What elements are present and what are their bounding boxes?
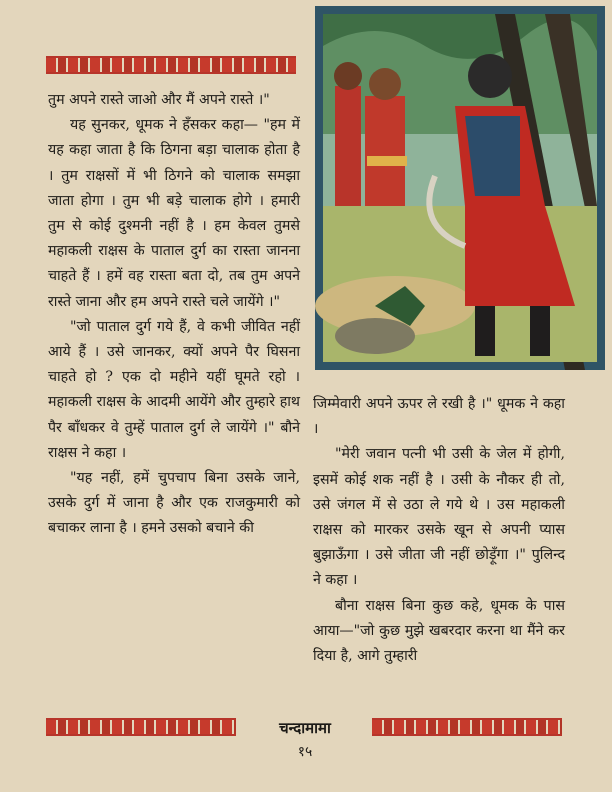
paragraph: "मेरी जवान पत्नी भी उसी के जेल में होगी, इसमें कोई शक नहीं है । उसी के नौकर ही तो, उसे जंगल में से उठा ले गये थे । उस महाकली राक्षस को मारकर उसके खून से अपनी प्यास बुझाऊँगा । उसे जीता जी नहीं छोड़ूँगा ।" पुलिन्द ने कहा । — [313, 446, 565, 589]
text-column-right — [313, 392, 565, 669]
paragraph: बौना राक्षस बिना कुछ कहे, धूमक के पास आया—"जो कुछ मुझे खबरदार करना था मैंने कर दिया है, आगे तुम्हारी — [313, 597, 565, 665]
paragraph: तुम अपने रास्ते जाओ और मैं अपने रास्ते ।" — [48, 92, 270, 108]
decorative-border-bottom-left — [46, 718, 236, 736]
decorative-border-bottom-right — [372, 718, 562, 736]
page-number: १५ — [297, 744, 313, 760]
decorative-border-top — [46, 56, 296, 74]
text-column-left — [48, 88, 300, 542]
story-illustration — [315, 6, 605, 370]
paragraph: "यह नहीं, हमें चुपचाप बिना उसके जाने, उसके दुर्ग में जाना है और एक राजकुमारी को बचाकर लाना है । हमने उसको बचाने की — [48, 470, 300, 537]
paragraph: जिम्मेवारी अपने ऊपर ले रखी है ।" धूमक ने कहा । — [313, 396, 565, 438]
magazine-title: चन्दामामा — [279, 719, 331, 737]
paragraph: यह सुनकर, धूमक ने हँसकर कहा— "हम में यह कहा जाता है कि ठिगना बड़ा चालाक होता है । तुम राक्षसों में भी ठिगने को चालाक समझा जाता होगा । तुम भी बड़े चालाक होगे । हमारी तुम से कोई दुश्मनी नहीं है । हम केवल तुमसे महाकली राक्षस के पाताल दुर्ग का रास्ता जानना चाहते हैं । हमें वह रास्ता बता दो, तब तुम अपने रास्ते जाना और हम अपने रास्ते चले जायेंगे ।" — [48, 117, 300, 310]
paragraph: "जो पाताल दुर्ग गये हैं, वे कभी जीवित नहीं आये हैं । उसे जानकर, क्यों अपने पैर घिसना चाहते हो ? एक दो महीने यहीं घूमते रहो । महाकली राक्षस के आदमी आयेंगे और तुम्हारे हाथ पैर बाँधकर वे तुम्हें पाताल दुर्ग ले जायेंगे ।" बौने राक्षस ने कहा । — [48, 318, 300, 461]
